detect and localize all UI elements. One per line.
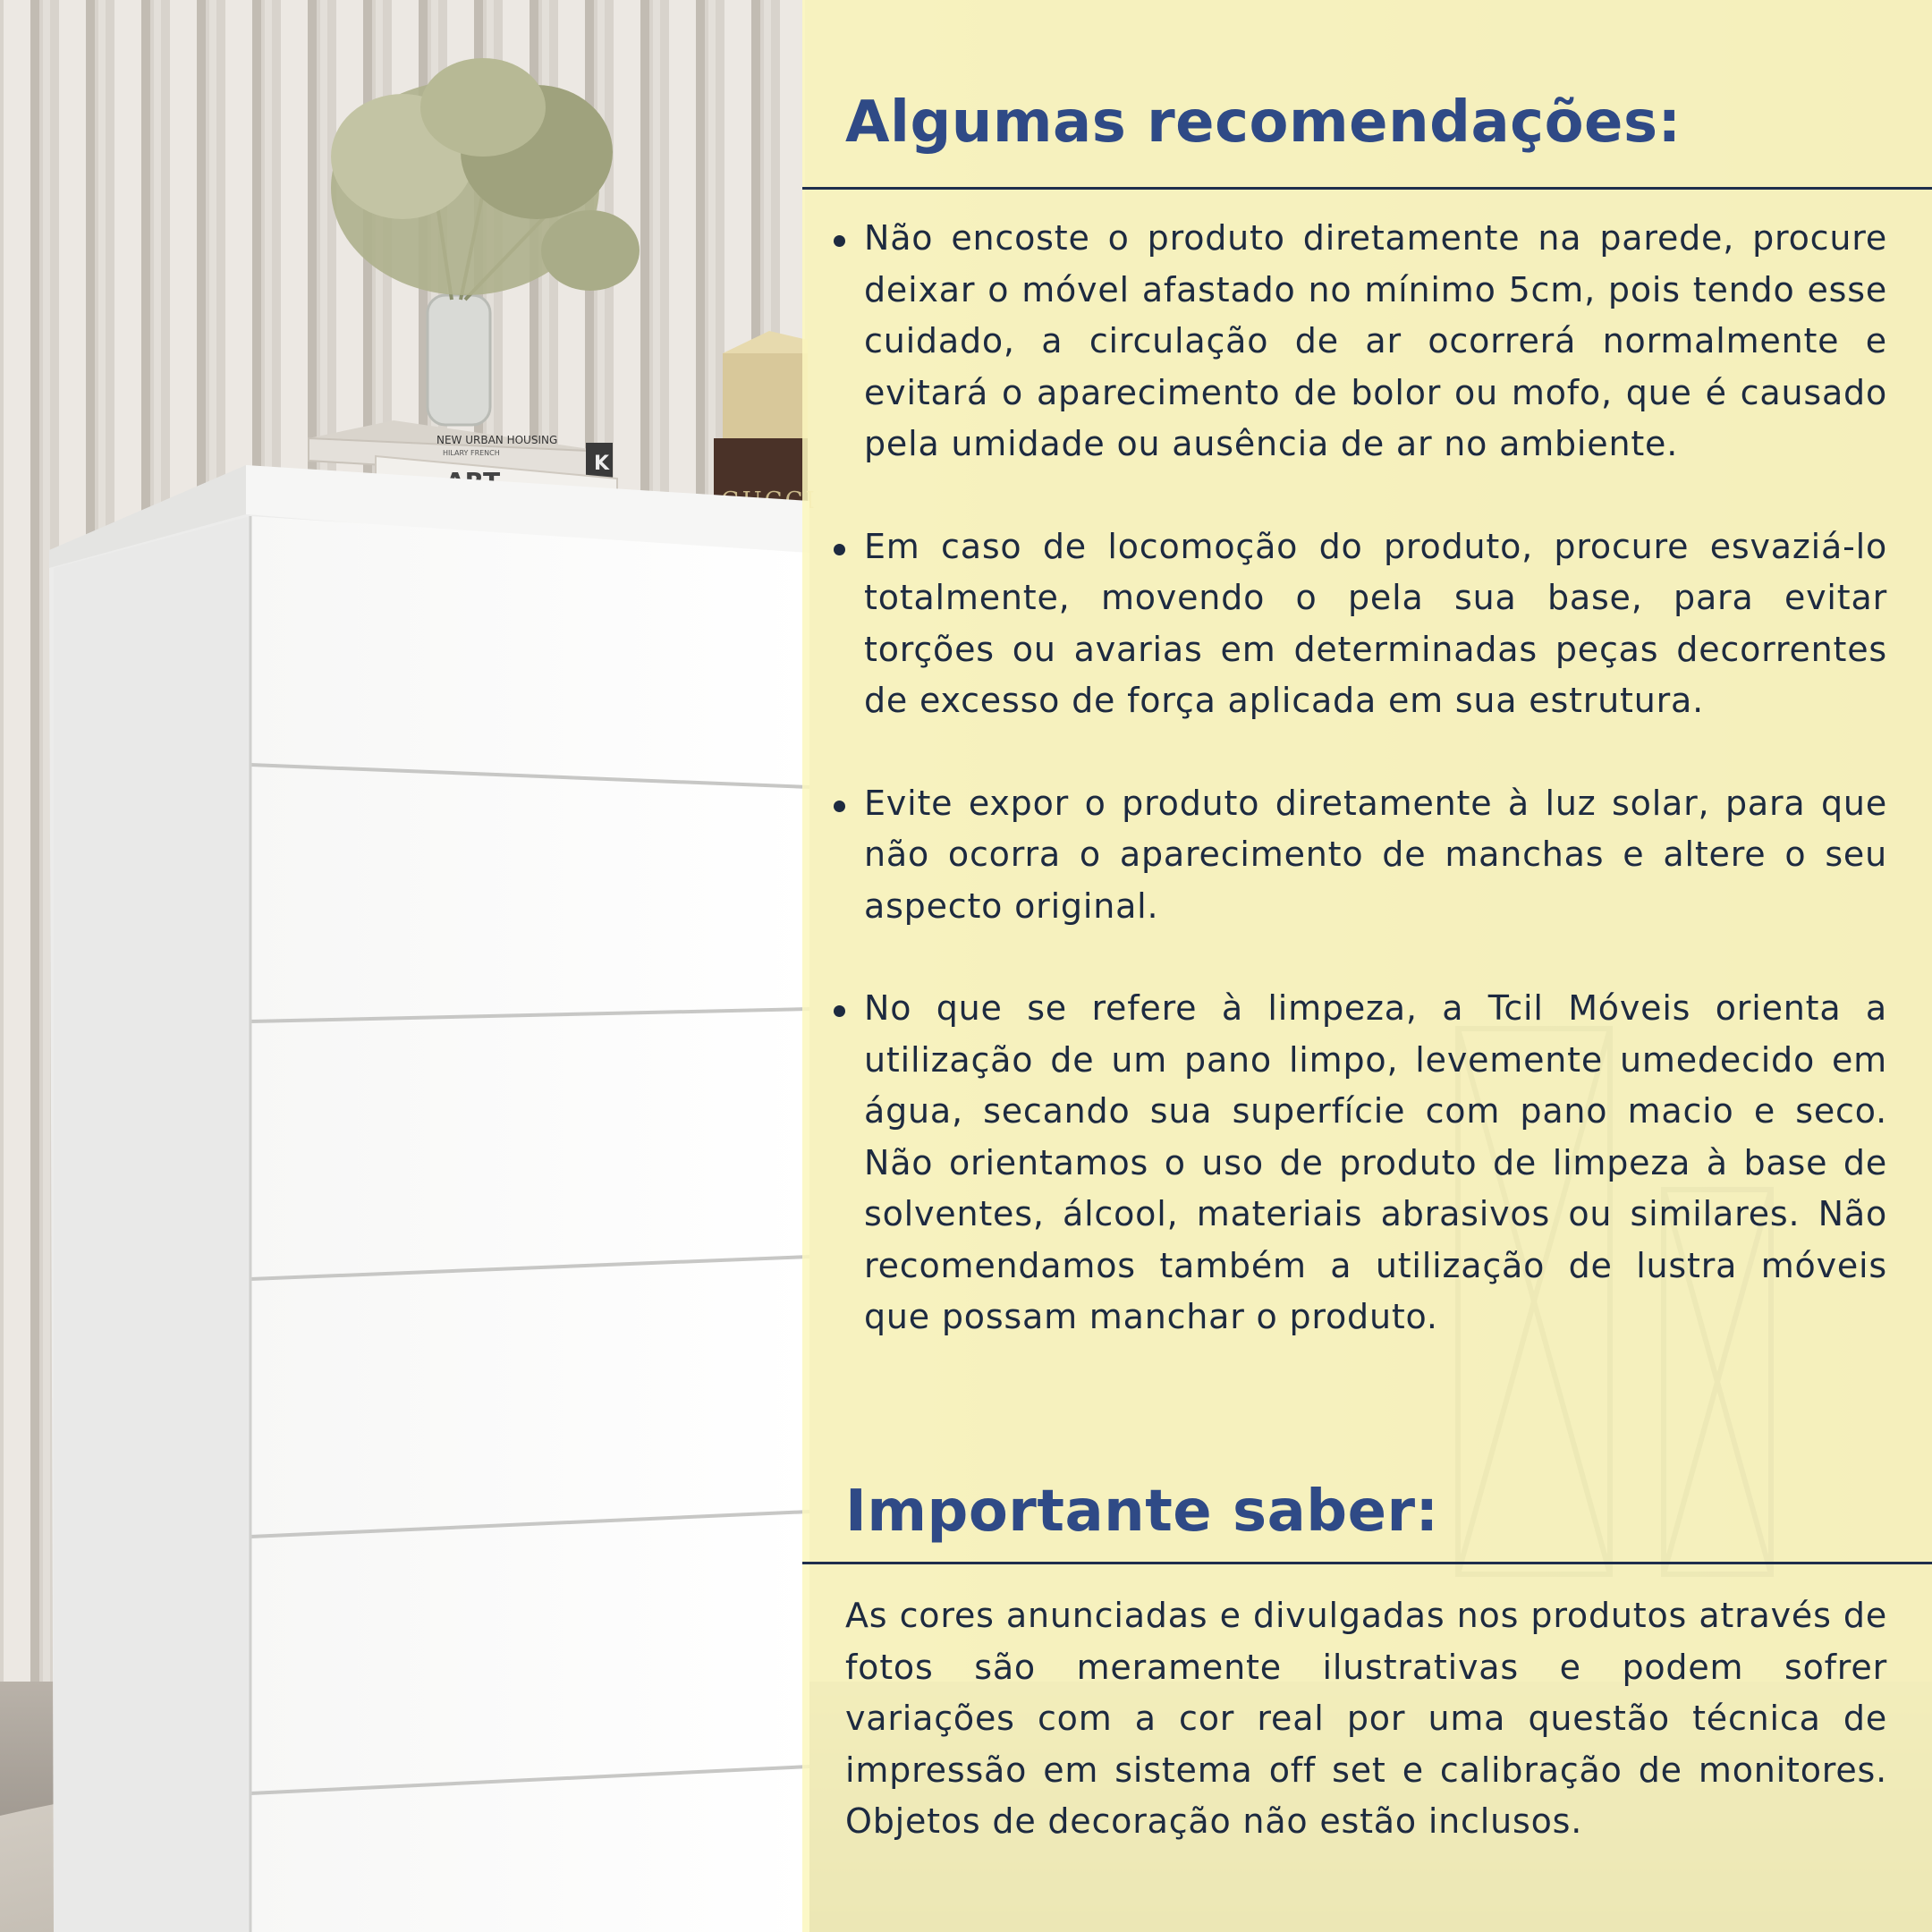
recommendations-list xyxy=(832,213,1887,1394)
heading-divider xyxy=(802,187,1932,190)
recommendation-text: No que se refere à limpeza, a Tcil Móveis orienta a utilização de um pano limpo, levemente umedecido em água, secando sua superfície com pano macio e seco. Não orientamos o uso de produto de limpeza à base de solventes, álcool, materiais abrasivos ou similares. Não recomendamos também a utilização de lustra móveis que possam manchar o produto. xyxy=(864,988,1887,1336)
bullet-icon xyxy=(834,544,845,555)
recommendation-item xyxy=(832,521,1887,727)
important-text: As cores anunciadas e divulgadas nos produtos através de fotos são meramente ilustrativas e podem sofrer variações com a cor real por uma questão técnica de impressão em sistema off set e calibração de monitores. Objetos de decoração não estão inclusos. xyxy=(845,1596,1887,1841)
recommendations-heading: Algumas recomendações: xyxy=(845,89,1682,156)
recommendation-item xyxy=(832,778,1887,933)
recommendation-text: Não encoste o produto diretamente na parede, procure deixar o móvel afastado no mínimo 5cm, pois tendo esse cuidado, a circulação de ar ocorrerá normalmente e evitará o aparecimento de bolor ou mofo, que é causado pela umidade ou ausência de ar no ambiente. xyxy=(864,218,1887,463)
bullet-icon xyxy=(834,235,845,247)
book-top-title: NEW URBAN HOUSING xyxy=(436,434,558,446)
recommendation-item xyxy=(832,983,1887,1343)
recommendation-item xyxy=(832,213,1887,470)
important-heading: Importante saber: xyxy=(845,1479,1439,1545)
heading-divider xyxy=(802,1562,1932,1564)
bullet-icon xyxy=(834,1005,845,1017)
book-top-author: HILARY FRENCH xyxy=(443,449,500,457)
recommendation-text: Em caso de locomoção do produto, procure esvaziá-lo totalmente, movendo o pela sua base, para evitar torções ou avarias em determinadas peças decorrentes de excesso de força aplicada em sua estrutura. xyxy=(864,526,1887,720)
bullet-icon xyxy=(834,801,845,812)
book-top-spine: K xyxy=(594,453,610,475)
dresser xyxy=(49,465,809,1932)
recommendation-text: Evite expor o produto diretamente à luz solar, para que não ocorra o aparecimento de manchas e altere o seu aspecto original. xyxy=(864,783,1887,926)
